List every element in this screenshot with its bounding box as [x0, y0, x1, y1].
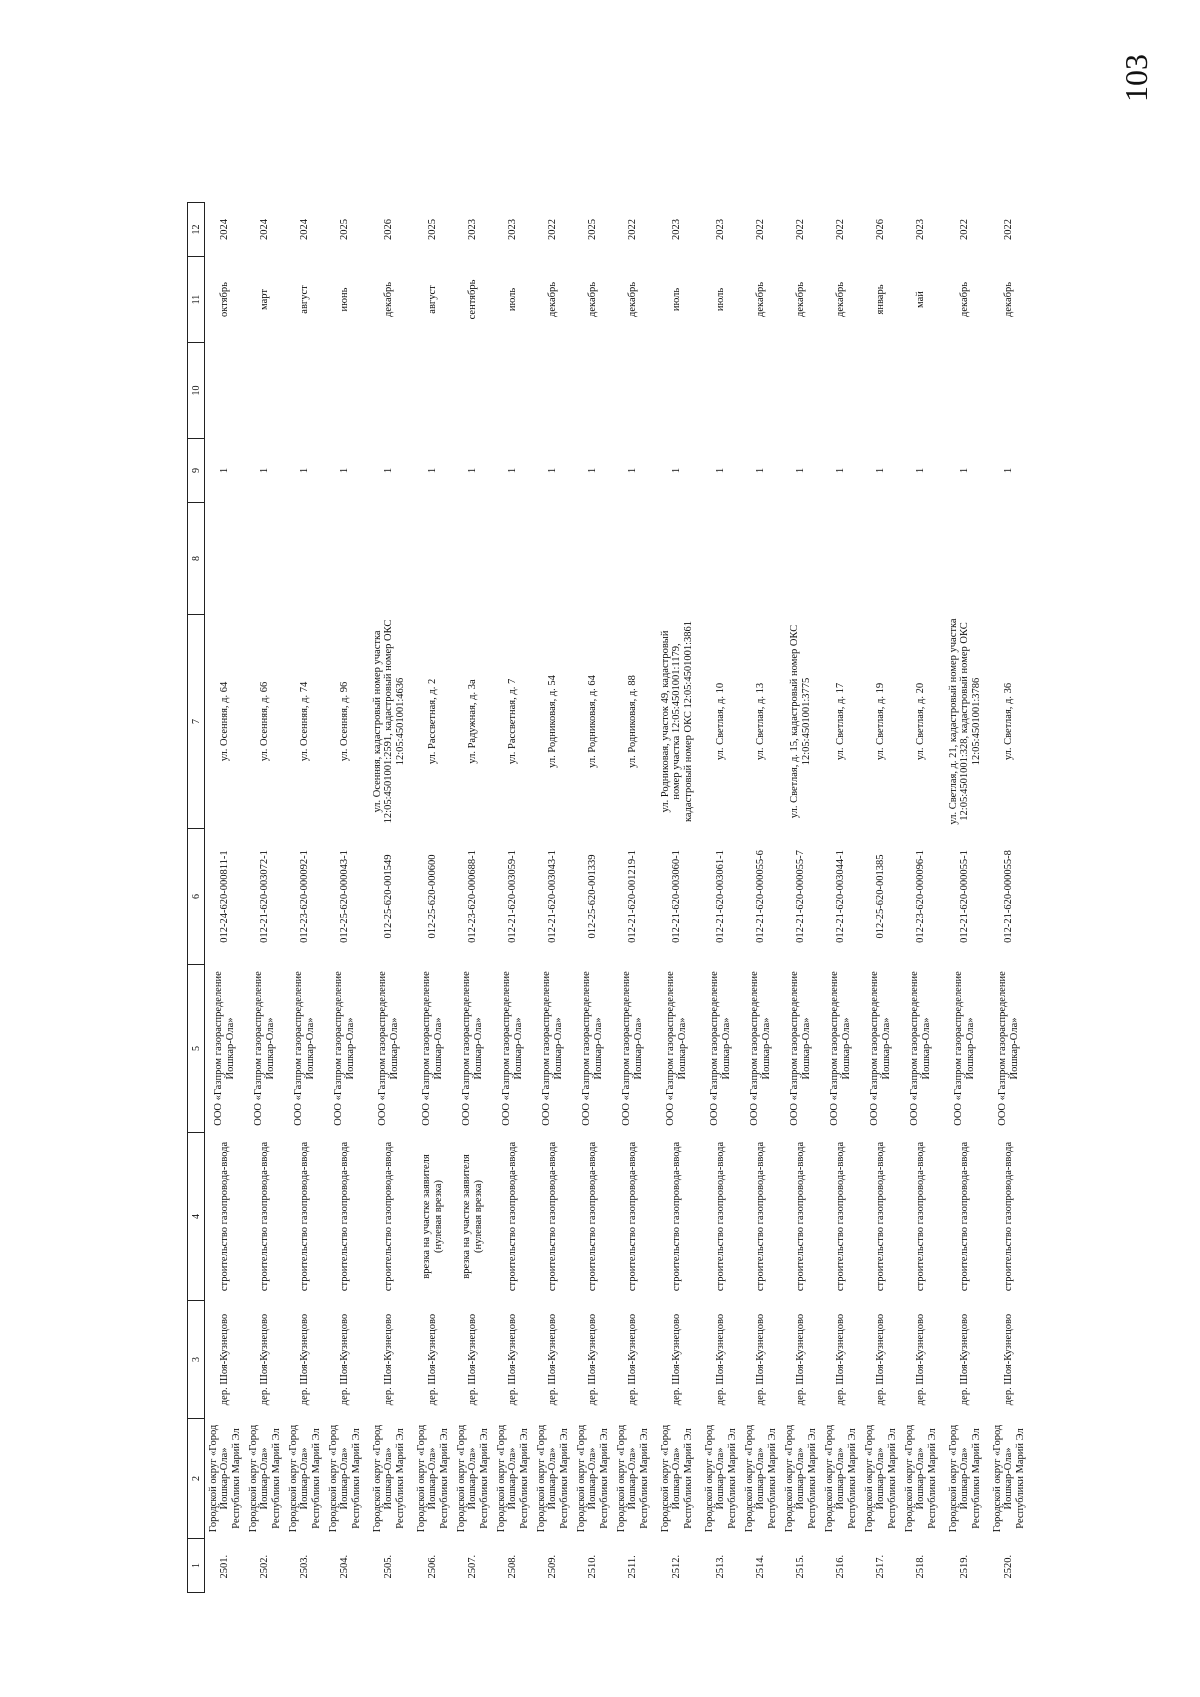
- organization: ООО «Газпром газораспределение Йошкар-Ола»: [213, 971, 236, 1126]
- table-row: [741, 203, 781, 1593]
- municipal-district: Городской округ «Город Йошкар-Ола» Республики Марий Эл: [575, 1424, 610, 1533]
- quantity: 1: [467, 467, 479, 474]
- year: 2023: [507, 219, 519, 240]
- locality: дер. Шоя-Кузнецово: [671, 1313, 683, 1406]
- col-header: 11: [188, 257, 205, 343]
- row-number: 2506.: [427, 1554, 439, 1579]
- row-number: 2520.: [1003, 1554, 1015, 1579]
- address: ул. Осенняя, д. 66: [259, 681, 271, 762]
- month: июль: [507, 287, 519, 312]
- municipal-district: Городской округ «Город Йошкар-Ола» Республики Марий Эл: [783, 1424, 818, 1533]
- column-10: [453, 343, 493, 439]
- work-type: строительство газопровода-ввода: [715, 1141, 727, 1292]
- year: 2022: [1003, 219, 1015, 240]
- quantity: 1: [875, 467, 887, 474]
- month: декабрь: [547, 282, 559, 317]
- column-8: [285, 503, 325, 615]
- locality: дер. Шоя-Кузнецово: [587, 1313, 599, 1406]
- address: ул. Светлая, д. 13: [755, 682, 767, 761]
- application-code: 012-21-620-003059-1: [507, 850, 519, 943]
- application-code: 012-21-620-003061-1: [715, 850, 727, 943]
- column-10: [325, 343, 365, 439]
- month: декабрь: [795, 282, 807, 317]
- table-row: [701, 203, 741, 1593]
- month: сентябрь: [467, 279, 479, 320]
- municipal-district: Городской округ «Город Йошкар-Ола» Республики Марий Эл: [659, 1424, 694, 1533]
- col-header: 3: [188, 1301, 205, 1419]
- quantity: 1: [219, 467, 231, 474]
- organization: ООО «Газпром газораспределение Йошкар-Ола»: [253, 971, 276, 1126]
- locality: дер. Шоя-Кузнецово: [795, 1313, 807, 1406]
- work-type: строительство газопровода-ввода: [299, 1141, 311, 1292]
- work-type: врезка на участке заявителя (нулевая врезка): [461, 1154, 484, 1279]
- row-number: 2514.: [755, 1554, 767, 1579]
- application-code: 012-23-620-000688-1: [467, 850, 479, 943]
- locality: дер. Шоя-Кузнецово: [547, 1313, 559, 1406]
- month: март: [259, 289, 271, 310]
- table-row: [533, 203, 573, 1593]
- row-number: 2519.: [959, 1554, 971, 1579]
- table-row: [989, 203, 1029, 1593]
- address: ул. Осенняя, д. 64: [219, 681, 231, 762]
- column-8: [325, 503, 365, 615]
- column-10: [245, 343, 285, 439]
- month: июль: [671, 287, 683, 312]
- municipal-district: Городской округ «Город Йошкар-Ола» Республики Марий Эл: [823, 1424, 858, 1533]
- locality: дер. Шоя-Кузнецово: [1003, 1313, 1015, 1406]
- column-number-header: [188, 203, 205, 1593]
- work-type: строительство газопровода-ввода: [795, 1141, 807, 1292]
- application-code: 012-21-620-003072-1: [259, 850, 271, 943]
- locality: дер. Шоя-Кузнецово: [755, 1313, 767, 1406]
- month: декабрь: [627, 282, 639, 317]
- application-code: 012-25-620-001339: [587, 854, 599, 939]
- quantity: 1: [507, 467, 519, 474]
- column-8: [821, 503, 861, 615]
- column-10: [285, 343, 325, 439]
- column-8: [573, 503, 613, 615]
- month: декабрь: [1003, 282, 1015, 317]
- column-8: [493, 503, 533, 615]
- table-row: [285, 203, 325, 1593]
- col-header: 8: [188, 503, 205, 615]
- address: ул. Светлая, д. 17: [835, 682, 847, 761]
- table-row: [245, 203, 285, 1593]
- locality: дер. Шоя-Кузнецово: [715, 1313, 727, 1406]
- month: декабрь: [755, 282, 767, 317]
- address: ул. Светлая, д. 20: [915, 682, 927, 761]
- work-type: строительство газопровода-ввода: [219, 1141, 231, 1292]
- work-type: строительство газопровода-ввода: [671, 1141, 683, 1292]
- locality: дер. Шоя-Кузнецово: [835, 1313, 847, 1406]
- application-code: 012-21-620-000055-7: [795, 850, 807, 943]
- row-number: 2510.: [587, 1554, 599, 1579]
- row-number: 2509.: [547, 1554, 559, 1579]
- quantity: 1: [715, 467, 727, 474]
- table-row: [205, 203, 246, 1593]
- work-type: строительство газопровода-ввода: [507, 1141, 519, 1292]
- quantity: 1: [671, 467, 683, 474]
- municipal-district: Городской округ «Город Йошкар-Ола» Республики Марий Эл: [863, 1424, 898, 1533]
- municipal-district: Городской округ «Город Йошкар-Ола» Республики Марий Эл: [455, 1424, 490, 1533]
- quantity: 1: [299, 467, 311, 474]
- column-8: [533, 503, 573, 615]
- work-type: строительство газопровода-ввода: [339, 1141, 351, 1292]
- month: декабрь: [835, 282, 847, 317]
- quantity: 1: [755, 467, 767, 474]
- column-10: [493, 343, 533, 439]
- address: ул. Родниковая, участок 49, кадастровый номер участка 12:05:4501001:1179, кадастровый номер ОКС 12:05:4501001:3861: [659, 620, 694, 823]
- quantity: 1: [915, 467, 927, 474]
- quantity: 1: [587, 467, 599, 474]
- column-10: [989, 343, 1029, 439]
- address: ул. Светлая, д. 15, кадастровый номер ОКС 12:05:4501001:3775: [789, 624, 812, 819]
- locality: дер. Шоя-Кузнецово: [915, 1313, 927, 1406]
- month: август: [427, 285, 439, 314]
- col-header: 5: [188, 965, 205, 1133]
- locality: дер. Шоя-Кузнецово: [467, 1313, 479, 1406]
- table-row: [573, 203, 613, 1593]
- table-row: [453, 203, 493, 1593]
- organization: ООО «Газпром газораспределение Йошкар-Ола»: [541, 971, 564, 1126]
- table-row: [365, 203, 413, 1593]
- year: 2025: [587, 219, 599, 240]
- gas-connection-table: [187, 202, 1029, 1593]
- table-row: [613, 203, 653, 1593]
- work-type: строительство газопровода-ввода: [383, 1141, 395, 1292]
- application-code: 012-21-620-000055-6: [755, 850, 767, 943]
- address: ул. Радужная, д. 3а: [467, 679, 479, 764]
- organization: ООО «Газпром газораспределение Йошкар-Ола»: [909, 971, 932, 1126]
- row-number: 2515.: [795, 1554, 807, 1579]
- table-row: [941, 203, 989, 1593]
- col-header: 12: [188, 203, 205, 257]
- year: 2022: [959, 219, 971, 240]
- municipal-district: Городской округ «Город Йошкар-Ола» Республики Марий Эл: [615, 1424, 650, 1533]
- col-header: 4: [188, 1133, 205, 1301]
- column-8: [901, 503, 941, 615]
- application-code: 012-21-620-000055-8: [1003, 850, 1015, 943]
- column-10: [613, 343, 653, 439]
- year: 2023: [715, 219, 727, 240]
- row-number: 2507.: [467, 1554, 479, 1579]
- row-number: 2504.: [339, 1554, 351, 1579]
- work-type: строительство газопровода-ввода: [627, 1141, 639, 1292]
- work-type: строительство газопровода-ввода: [547, 1141, 559, 1292]
- address: ул. Рассветная, д. 2: [427, 678, 439, 765]
- quantity: 1: [339, 467, 351, 474]
- address: ул. Светлая, д. 21, кадастровый номер участка 12:05:4501001:328, кадастровый номер ОКС 12:05:4501001:3786: [947, 618, 982, 825]
- locality: дер. Шоя-Кузнецово: [259, 1313, 271, 1406]
- organization: ООО «Газпром газораспределение Йошкар-Ола»: [621, 971, 644, 1126]
- address: ул. Осенняя, д. 96: [339, 681, 351, 762]
- quantity: 1: [427, 467, 439, 474]
- row-number: 2503.: [299, 1554, 311, 1579]
- month: декабрь: [383, 282, 395, 317]
- month: май: [915, 291, 927, 308]
- application-code: 012-25-620-001385: [875, 854, 887, 939]
- column-10: [533, 343, 573, 439]
- column-10: [941, 343, 989, 439]
- application-code: 012-21-620-000055-1: [959, 850, 971, 943]
- quantity: 1: [383, 467, 395, 474]
- municipal-district: Городской округ «Город Йошкар-Ола» Республики Марий Эл: [495, 1424, 530, 1533]
- col-header: 1: [188, 1539, 205, 1593]
- application-code: 012-25-620-000600: [427, 854, 439, 939]
- column-10: [413, 343, 453, 439]
- locality: дер. Шоя-Кузнецово: [339, 1313, 351, 1406]
- application-code: 012-21-620-003044-1: [835, 850, 847, 943]
- application-code: 012-25-620-000043-1: [339, 850, 351, 943]
- address: ул. Осенняя, д. 74: [299, 681, 311, 762]
- municipal-district: Городской округ «Город Йошкар-Ола» Республики Марий Эл: [743, 1424, 778, 1533]
- column-10: [365, 343, 413, 439]
- month: июнь: [339, 287, 351, 312]
- work-type: строительство газопровода-ввода: [587, 1141, 599, 1292]
- address: ул. Родниковая, д. 54: [547, 675, 559, 768]
- year: 2026: [875, 219, 887, 240]
- locality: дер. Шоя-Кузнецово: [383, 1313, 395, 1406]
- row-number: 2508.: [507, 1554, 519, 1579]
- work-type: строительство газопровода-ввода: [259, 1141, 271, 1292]
- organization: ООО «Газпром газораспределение Йошкар-Ола»: [293, 971, 316, 1126]
- work-type: строительство газопровода-ввода: [1003, 1141, 1015, 1292]
- table-row: [861, 203, 901, 1593]
- column-10: [741, 343, 781, 439]
- column-10: [781, 343, 821, 439]
- quantity: 1: [547, 467, 559, 474]
- municipal-district: Городской округ «Город Йошкар-Ола» Республики Марий Эл: [287, 1424, 322, 1533]
- column-8: [861, 503, 901, 615]
- col-header: 7: [188, 615, 205, 829]
- organization: ООО «Газпром газораспределение Йошкар-Ола»: [581, 971, 604, 1126]
- application-code: 012-25-620-001549: [383, 854, 395, 939]
- application-code: 012-21-620-003060-1: [671, 850, 683, 943]
- organization: ООО «Газпром газораспределение Йошкар-Ола»: [829, 971, 852, 1126]
- row-number: 2518.: [915, 1554, 927, 1579]
- quantity: 1: [795, 467, 807, 474]
- column-8: [205, 503, 246, 615]
- application-code: 012-21-620-001219-1: [627, 850, 639, 943]
- column-10: [205, 343, 246, 439]
- municipal-district: Городской округ «Город Йошкар-Ола» Республики Марий Эл: [207, 1424, 242, 1533]
- work-type: строительство газопровода-ввода: [915, 1141, 927, 1292]
- organization: ООО «Газпром газораспределение Йошкар-Ола»: [665, 971, 688, 1126]
- organization: ООО «Газпром газораспределение Йошкар-Ола»: [869, 971, 892, 1126]
- table-row: [493, 203, 533, 1593]
- month: июль: [715, 287, 727, 312]
- table-row: [413, 203, 453, 1593]
- column-8: [941, 503, 989, 615]
- column-8: [653, 503, 701, 615]
- table-row: [653, 203, 701, 1593]
- organization: ООО «Газпром газораспределение Йошкар-Ола»: [377, 971, 400, 1126]
- municipal-district: Городской округ «Город Йошкар-Ола» Республики Марий Эл: [535, 1424, 570, 1533]
- locality: дер. Шоя-Кузнецово: [507, 1313, 519, 1406]
- work-type: строительство газопровода-ввода: [959, 1141, 971, 1292]
- address: ул. Рассветная, д. 7: [507, 678, 519, 765]
- quantity: 1: [259, 467, 271, 474]
- table-row: [901, 203, 941, 1593]
- rotated-sheet: [187, 203, 1200, 1593]
- organization: ООО «Газпром газораспределение Йошкар-Ола»: [953, 971, 976, 1126]
- quantity: 1: [835, 467, 847, 474]
- application-code: 012-23-620-000096-1: [915, 850, 927, 943]
- quantity: 1: [959, 467, 971, 474]
- year: 2023: [915, 219, 927, 240]
- address: ул. Родниковая, д. 88: [627, 675, 639, 768]
- row-number: 2513.: [715, 1554, 727, 1579]
- row-number: 2501.: [219, 1554, 231, 1579]
- col-header: 9: [188, 439, 205, 503]
- address: ул. Родниковая, д. 64: [587, 675, 599, 768]
- year: 2024: [259, 219, 271, 240]
- application-code: 012-21-620-003043-1: [547, 850, 559, 943]
- address: ул. Светлая, д. 10: [715, 682, 727, 761]
- organization: ООО «Газпром газораспределение Йошкар-Ола»: [501, 971, 524, 1126]
- column-8: [453, 503, 493, 615]
- year: 2022: [795, 219, 807, 240]
- municipal-district: Городской округ «Город Йошкар-Ола» Республики Марий Эл: [415, 1424, 450, 1533]
- column-8: [989, 503, 1029, 615]
- year: 2023: [671, 219, 683, 240]
- municipal-district: Городской округ «Город Йошкар-Ола» Республики Марий Эл: [703, 1424, 738, 1533]
- organization: ООО «Газпром газораспределение Йошкар-Ола»: [461, 971, 484, 1126]
- municipal-district: Городской округ «Город Йошкар-Ола» Республики Марий Эл: [247, 1424, 282, 1533]
- municipal-district: Городской округ «Город Йошкар-Ола» Республики Марий Эл: [371, 1424, 406, 1533]
- column-10: [861, 343, 901, 439]
- municipal-district: Городской округ «Город Йошкар-Ола» Республики Марий Эл: [947, 1424, 982, 1533]
- address: ул. Осенняя, кадастровый номер участка 12:05:4501001:2591, кадастровый номер ОКС 12:05:4501001:4636: [371, 619, 406, 824]
- month: декабрь: [587, 282, 599, 317]
- column-8: [781, 503, 821, 615]
- year: 2022: [547, 219, 559, 240]
- column-10: [901, 343, 941, 439]
- organization: ООО «Газпром газораспределение Йошкар-Ола»: [709, 971, 732, 1126]
- address: ул. Светлая, д. 19: [875, 682, 887, 761]
- year: 2022: [627, 219, 639, 240]
- col-header: 10: [188, 343, 205, 439]
- table-row: [781, 203, 821, 1593]
- application-code: 012-24-620-000811-1: [219, 850, 231, 943]
- col-header: 2: [188, 1419, 205, 1539]
- col-header: 6: [188, 829, 205, 965]
- table-body: [205, 203, 1030, 1593]
- year: 2024: [219, 219, 231, 240]
- work-type: строительство газопровода-ввода: [755, 1141, 767, 1292]
- page-number: 103: [1118, 54, 1154, 102]
- row-number: 2505.: [383, 1554, 395, 1579]
- column-8: [741, 503, 781, 615]
- month: январь: [875, 284, 887, 315]
- quantity: 1: [627, 467, 639, 474]
- quantity: 1: [1003, 467, 1015, 474]
- work-type: строительство газопровода-ввода: [835, 1141, 847, 1292]
- locality: дер. Шоя-Кузнецово: [959, 1313, 971, 1406]
- municipal-district: Городской округ «Город Йошкар-Ола» Республики Марий Эл: [903, 1424, 938, 1533]
- municipal-district: Городской округ «Город Йошкар-Ола» Республики Марий Эл: [991, 1424, 1026, 1533]
- row-number: 2517.: [875, 1554, 887, 1579]
- month: октябрь: [219, 282, 231, 317]
- month: декабрь: [959, 282, 971, 317]
- row-number: 2502.: [259, 1554, 271, 1579]
- year: 2025: [427, 219, 439, 240]
- locality: дер. Шоя-Кузнецово: [299, 1313, 311, 1406]
- year: 2026: [383, 219, 395, 240]
- column-10: [701, 343, 741, 439]
- locality: дер. Шоя-Кузнецово: [219, 1313, 231, 1406]
- organization: ООО «Газпром газораспределение Йошкар-Ола»: [421, 971, 444, 1126]
- municipal-district: Городской округ «Город Йошкар-Ола» Республики Марий Эл: [327, 1424, 362, 1533]
- column-10: [821, 343, 861, 439]
- year: 2025: [339, 219, 351, 240]
- organization: ООО «Газпром газораспределение Йошкар-Ола»: [749, 971, 772, 1126]
- column-10: [573, 343, 613, 439]
- month: август: [299, 285, 311, 314]
- year: 2022: [835, 219, 847, 240]
- table-row: [325, 203, 365, 1593]
- work-type: строительство газопровода-ввода: [875, 1141, 887, 1292]
- locality: дер. Шоя-Кузнецово: [427, 1313, 439, 1406]
- year: 2022: [755, 219, 767, 240]
- work-type: врезка на участке заявителя (нулевая врезка): [421, 1154, 444, 1279]
- organization: ООО «Газпром газораспределение Йошкар-Ола»: [997, 971, 1020, 1126]
- row-number: 2512.: [671, 1554, 683, 1579]
- locality: дер. Шоя-Кузнецово: [627, 1313, 639, 1406]
- column-8: [365, 503, 413, 615]
- address: ул. Светлая, д. 36: [1003, 682, 1015, 761]
- column-8: [701, 503, 741, 615]
- column-8: [413, 503, 453, 615]
- column-10: [653, 343, 701, 439]
- row-number: 2511.: [627, 1555, 639, 1579]
- column-8: [613, 503, 653, 615]
- application-code: 012-23-620-000092-1: [299, 850, 311, 943]
- locality: дер. Шоя-Кузнецово: [875, 1313, 887, 1406]
- row-number: 2516.: [835, 1554, 847, 1579]
- year: 2023: [467, 219, 479, 240]
- year: 2024: [299, 219, 311, 240]
- column-8: [245, 503, 285, 615]
- organization: ООО «Газпром газораспределение Йошкар-Ола»: [333, 971, 356, 1126]
- organization: ООО «Газпром газораспределение Йошкар-Ола»: [789, 971, 812, 1126]
- table-row: [821, 203, 861, 1593]
